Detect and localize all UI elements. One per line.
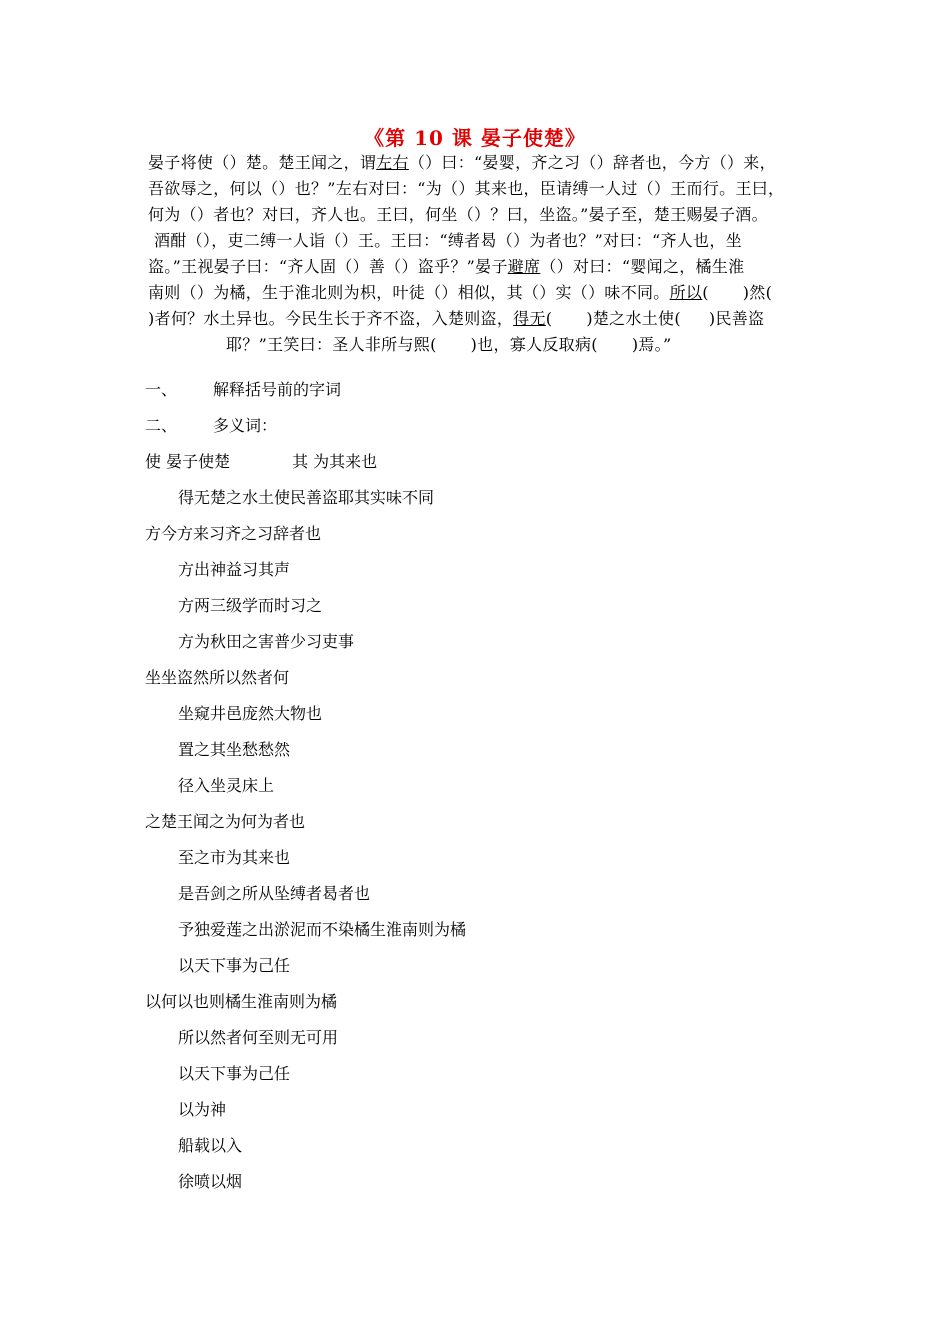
word-line: 坐窥井邑庞然大物也	[178, 704, 323, 723]
section-number: 二、	[145, 416, 178, 435]
underlined-word: 所以	[669, 283, 703, 302]
passage-line-5: 盗。”王视晏子曰：“齐人固（）善（）盗乎？”晏子避席（）对曰：“婴闻之，橘生淮	[148, 257, 745, 276]
word-line: 至之市为其来也	[178, 848, 291, 867]
passage-line-1: 晏子将使（）楚。楚王闻之，谓左右（）曰：“晏婴，齐之习（）辞者也，今方（）来，	[148, 153, 776, 172]
word-line: 得无楚之水土使民善盗耶其实味不同	[178, 488, 435, 507]
section-heading: 解释括号前的字词	[213, 380, 342, 399]
word-line: 方今方来习齐之习辞者也	[145, 524, 322, 543]
passage-line-7: )者何？水土异也。今民生长于齐不盗，入楚则盗，得无( )楚之水土使( )民善盗	[148, 309, 765, 328]
section-number: 一、	[145, 380, 178, 399]
passage-line-8: 耶？”王笑曰：圣人非所与熙( )也，寡人反取病( )焉。”	[226, 335, 672, 354]
word-line: 方两三级学而时习之	[178, 596, 323, 615]
word-line: 予独爱莲之出淤泥而不染橘生淮南则为橘	[178, 920, 467, 939]
word-line: 以天下事为己任	[178, 1064, 291, 1083]
section-1	[145, 377, 341, 400]
word-line: 以何以也则橘生淮南则为橘	[145, 992, 338, 1011]
underlined-word: 得无	[513, 309, 546, 328]
word-line: 坐坐盗然所以然者何	[145, 668, 290, 687]
word-line: 置之其坐愁愁然	[178, 740, 291, 759]
word-line: 方为秋田之害普少习吏事	[178, 632, 355, 651]
section-heading: 多义词：	[213, 416, 278, 435]
page-title: 《第 10 课 晏子使楚》	[364, 126, 586, 150]
word-line: 使 晏子使楚 其 为其来也	[145, 452, 378, 471]
passage	[148, 150, 808, 358]
word-line: 以天下事为己任	[178, 956, 291, 975]
word-line: 徐喷以烟	[178, 1172, 243, 1191]
word-line: 以为神	[178, 1100, 227, 1119]
word-line: 之楚王闻之为何为者也	[145, 812, 306, 831]
word-line: 船载以入	[178, 1136, 243, 1155]
passage-line-2: 吾欲辱之，何以（）也？”左右对曰：“为（）其来也，臣请缚一人过（）王而行。王曰，	[148, 179, 785, 198]
passage-line-4: 酒酣（），吏二缚一人诣（）王。王曰：“缚者曷（）为者也？”对曰：“齐人也，坐	[154, 231, 742, 250]
passage-line-3: 何为（）者也？对曰，齐人也。王曰，何坐（）？曰，坐盗。”晏子至，楚王赐晏子酒。	[148, 205, 768, 224]
section-2	[145, 413, 277, 436]
word-line: 所以然者何至则无可用	[178, 1028, 339, 1047]
word-line: 径入坐灵床上	[178, 776, 275, 795]
word-line: 是吾剑之所从坠缚者曷者也	[178, 884, 371, 903]
passage-line-6: 南则（）为橘，生于淮北则为枳，叶徒（）相似，其（）实（）味不同。所以( )然(	[148, 283, 773, 302]
word-line: 方出神益习其声	[178, 560, 291, 579]
underlined-word: 左右	[376, 153, 409, 172]
underlined-word: 避席	[507, 257, 541, 276]
